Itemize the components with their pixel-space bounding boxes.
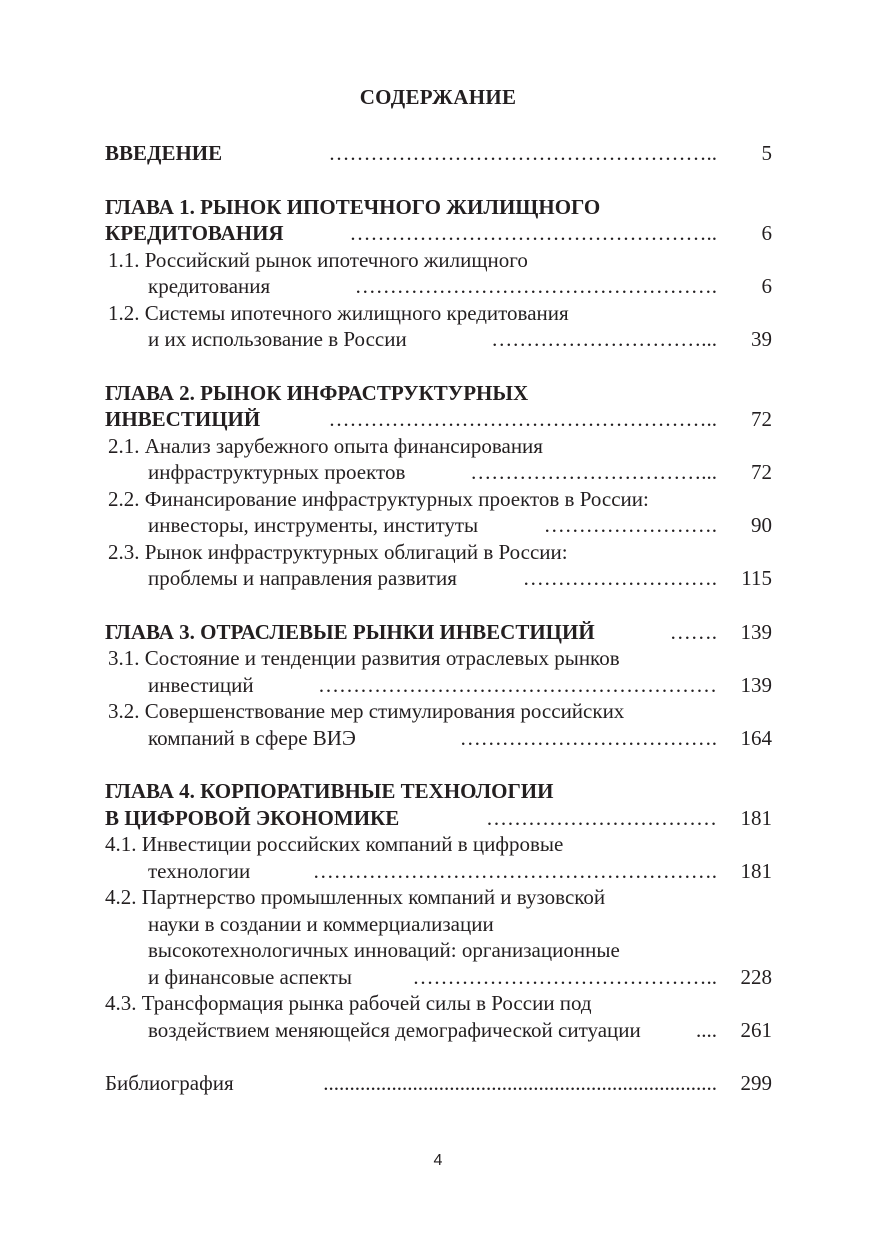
toc-page-number: 90 xyxy=(751,513,772,537)
section-title: 2.2. Финансирование инфраструктурных проектов в России: xyxy=(108,486,649,511)
toc-page-number: 139 xyxy=(740,672,772,697)
section-line[interactable] xyxy=(105,990,772,1017)
dot-leader: …………………………… xyxy=(480,805,717,832)
section-title: 4.1. Инвестиции российских компаний в цифровые xyxy=(105,832,564,856)
chapter-heading-line[interactable] xyxy=(105,220,772,247)
toc-chapter-1 xyxy=(105,194,772,353)
section-title: 3.1. Состояние и тенденции развития отраслевых рынков xyxy=(108,646,620,670)
section-line[interactable] xyxy=(105,247,772,274)
section-line[interactable] xyxy=(105,884,772,911)
chapter-heading-line[interactable] xyxy=(105,805,772,832)
section-line[interactable] xyxy=(105,433,772,460)
dot-leader: ……………………. xyxy=(538,512,717,539)
chapter-title: ГЛАВА 1. РЫНОК ИПОТЕЧНОГО ЖИЛИЩНОГО xyxy=(105,194,601,219)
chapter-title: ИНВЕСТИЦИЙ xyxy=(105,407,261,431)
section-line[interactable] xyxy=(105,326,772,353)
section-line[interactable] xyxy=(105,273,772,300)
dot-leader: …………………………………….. xyxy=(407,964,718,991)
section-line[interactable] xyxy=(105,858,772,885)
section-line[interactable] xyxy=(105,964,772,991)
section-title: 1.1. Российский рынок ипотечного жилищного xyxy=(108,247,528,272)
chapter-title: КРЕДИТОВАНИЯ xyxy=(105,221,284,245)
dot-leader: ………………………………………………… xyxy=(312,672,717,699)
toc-chapter-3 xyxy=(105,619,772,752)
dot-leader: ……………………………... xyxy=(464,459,717,486)
toc-bibliography xyxy=(105,1070,772,1097)
toc-chapter-2 xyxy=(105,380,772,592)
section-title: инвесторы, инструменты, институты xyxy=(148,513,479,537)
toc-page-number: 261 xyxy=(740,1017,772,1042)
section-title: проблемы и направления развития xyxy=(148,566,457,590)
section-line[interactable] xyxy=(105,1017,772,1044)
toc-entry-title: ВВЕДЕНИЕ xyxy=(105,141,223,165)
section-line[interactable] xyxy=(105,911,772,938)
section-line[interactable] xyxy=(105,459,772,486)
section-line[interactable] xyxy=(105,698,772,725)
section-title: компаний в сфере ВИЭ xyxy=(148,725,356,750)
dot-leader: …………………………... xyxy=(485,326,717,353)
dot-leader: ………………………………. xyxy=(454,725,717,752)
section-title: 3.2. Совершенствование мер стимулирования российских xyxy=(108,699,625,723)
section-title: 4.3. Трансформация рынка рабочей силы в России под xyxy=(105,991,592,1015)
dot-leader: ……………………………………………….. xyxy=(323,406,718,433)
section-title: и финансовые аспекты xyxy=(148,964,352,989)
section-title: высокотехнологичных инноваций: организационные xyxy=(148,938,620,962)
toc-page-number: 72 xyxy=(751,407,772,431)
section-title: инвестиций xyxy=(148,672,254,697)
chapter-title: ГЛАВА 2. РЫНОК ИНФРАСТРУКТУРНЫХ xyxy=(105,380,529,405)
section-line[interactable] xyxy=(105,539,772,566)
chapter-heading-line[interactable] xyxy=(105,380,772,407)
chapter-title: ГЛАВА 4. КОРПОРАТИВНЫЕ ТЕХНОЛОГИИ xyxy=(105,779,554,803)
section-title: 1.2. Системы ипотечного жилищного кредитования xyxy=(108,300,569,325)
dot-leader: ……. xyxy=(664,619,717,646)
chapter-heading-line[interactable] xyxy=(105,194,772,221)
toc-page-number: 115 xyxy=(741,566,772,590)
chapter-heading-line[interactable] xyxy=(105,406,772,433)
page-title: СОДЕРЖАНИЕ xyxy=(359,85,517,109)
section-line[interactable] xyxy=(105,645,772,672)
toc-page-number: 181 xyxy=(740,805,772,830)
toc-chapter-4 xyxy=(105,778,772,1043)
chapter-heading-line[interactable] xyxy=(105,619,772,646)
toc-entry-bibliography[interactable] xyxy=(105,1070,772,1097)
section-line[interactable] xyxy=(105,937,772,964)
section-line[interactable] xyxy=(105,831,772,858)
toc-page-number: 6 xyxy=(761,221,772,245)
dot-leader: ……………………………………………. xyxy=(349,273,717,300)
section-line[interactable] xyxy=(105,300,772,327)
dot-leader: ........................................................................... xyxy=(317,1070,717,1097)
toc-entry-intro[interactable] xyxy=(105,140,772,167)
chapter-title: В ЦИФРОВОЙ ЭКОНОМИКЕ xyxy=(105,805,400,830)
table-of-contents xyxy=(105,140,772,1097)
section-title: 2.1. Анализ зарубежного опыта финансирования xyxy=(108,433,543,458)
dot-leader: …………………………………………………. xyxy=(307,858,717,885)
section-line[interactable] xyxy=(105,512,772,539)
section-line[interactable] xyxy=(105,672,772,699)
dot-leader: .... xyxy=(690,1017,717,1044)
section-title: науки в создании и коммерциализации xyxy=(148,911,494,936)
section-title: инфраструктурных проектов xyxy=(148,460,406,484)
toc-page-number: 139 xyxy=(740,619,772,644)
section-title: кредитования xyxy=(148,274,271,298)
toc-page-number: 299 xyxy=(740,1071,772,1095)
section-title: и их использование в России xyxy=(148,327,407,351)
chapter-title: ГЛАВА 3. ОТРАСЛЕВЫЕ РЫНКИ ИНВЕСТИЦИЙ xyxy=(105,619,595,644)
toc-page-number: 72 xyxy=(751,460,772,484)
section-title: воздействием меняющейся демографической ситуации xyxy=(148,1017,641,1042)
toc-page-number: 39 xyxy=(751,327,772,351)
dot-leader: ……………………………………………….. xyxy=(323,140,718,167)
section-line[interactable] xyxy=(105,565,772,592)
section-title: технологии xyxy=(148,858,251,883)
toc-page-number: 181 xyxy=(740,858,772,883)
toc-entry-title: Библиография xyxy=(105,1071,234,1095)
toc-page-number: 164 xyxy=(740,725,772,750)
dot-leader: ………………………. xyxy=(517,565,717,592)
section-title: 2.3. Рынок инфраструктурных облигаций в России: xyxy=(108,539,568,564)
page-number-footer: 4 xyxy=(433,1152,443,1169)
section-line[interactable] xyxy=(105,486,772,513)
toc-page-number: 5 xyxy=(761,141,772,165)
toc-page-number: 228 xyxy=(740,964,772,989)
toc-intro xyxy=(105,140,772,167)
section-line[interactable] xyxy=(105,725,772,752)
section-title: 4.2. Партнерство промышленных компаний и вузовской xyxy=(105,885,606,909)
dot-leader: …………………………………………….. xyxy=(344,220,718,247)
toc-page-number: 6 xyxy=(761,274,772,298)
chapter-heading-line[interactable] xyxy=(105,778,772,805)
